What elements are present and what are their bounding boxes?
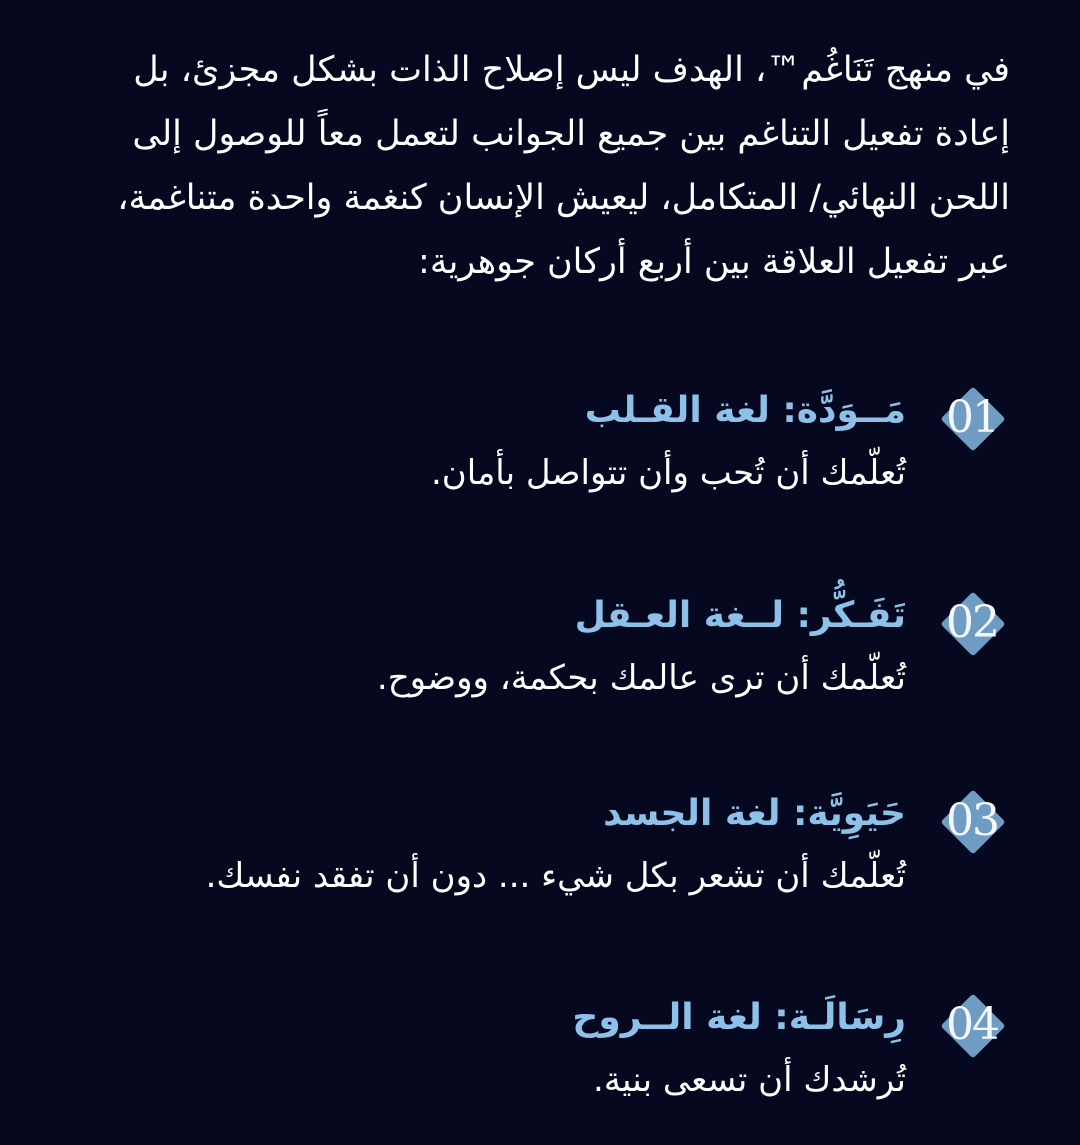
pillar-description: تُعلّمك أن ترى عالمك بحكمة، ووضوح. [376,658,906,698]
pillar-tafakkur [70,585,1010,725]
intro-line: في منهج تَنَاغُم™، الهدف ليس إصلاح الذات بشكل مجزئ، بل [133,50,1010,90]
pillar-hayawiyya [70,783,1010,923]
pillar-description: تُعلّمك أن تشعر بكل شيء ... دون أن تفقد نفسك. [205,856,906,896]
number-badge [934,585,1010,661]
pillar-description: تُرشدك أن تسعى بنية. [593,1060,906,1100]
intro-line: اللحن النهائي/ المتكامل، ليعيش الإنسان كنغمة واحدة متناغمة، [117,178,1010,218]
number-badge [934,987,1010,1063]
pillar-risala [70,987,1010,1127]
intro-line: إعادة تفعيل التناغم بين جميع الجوانب لتعمل معاً للوصول إلى [132,114,1010,154]
pillar-title: حَيَوِيَّة: لغة الجسد [603,793,906,834]
intro-line: عبر تفعيل العلاقة بين أربع أركان جوهرية: [418,242,1010,282]
badge-number: 02 [946,597,998,648]
badge-number: 01 [946,392,998,443]
intro-paragraph [50,38,1010,294]
pillar-description: تُعلّمك أن تُحب وأن تتواصل بأمان. [430,453,906,493]
badge-number: 03 [946,795,998,846]
pillar-title: تَفَـكُّر: لــغة العـقل [574,595,906,636]
pillar-mawadda [70,380,1010,520]
number-badge [934,783,1010,859]
pillar-title: مَــوَدَّة: لغة القـلب [584,390,906,431]
pillar-title: رِسَالَـة: لغة الــروح [572,997,906,1038]
number-badge [934,380,1010,456]
badge-number: 04 [946,999,998,1050]
